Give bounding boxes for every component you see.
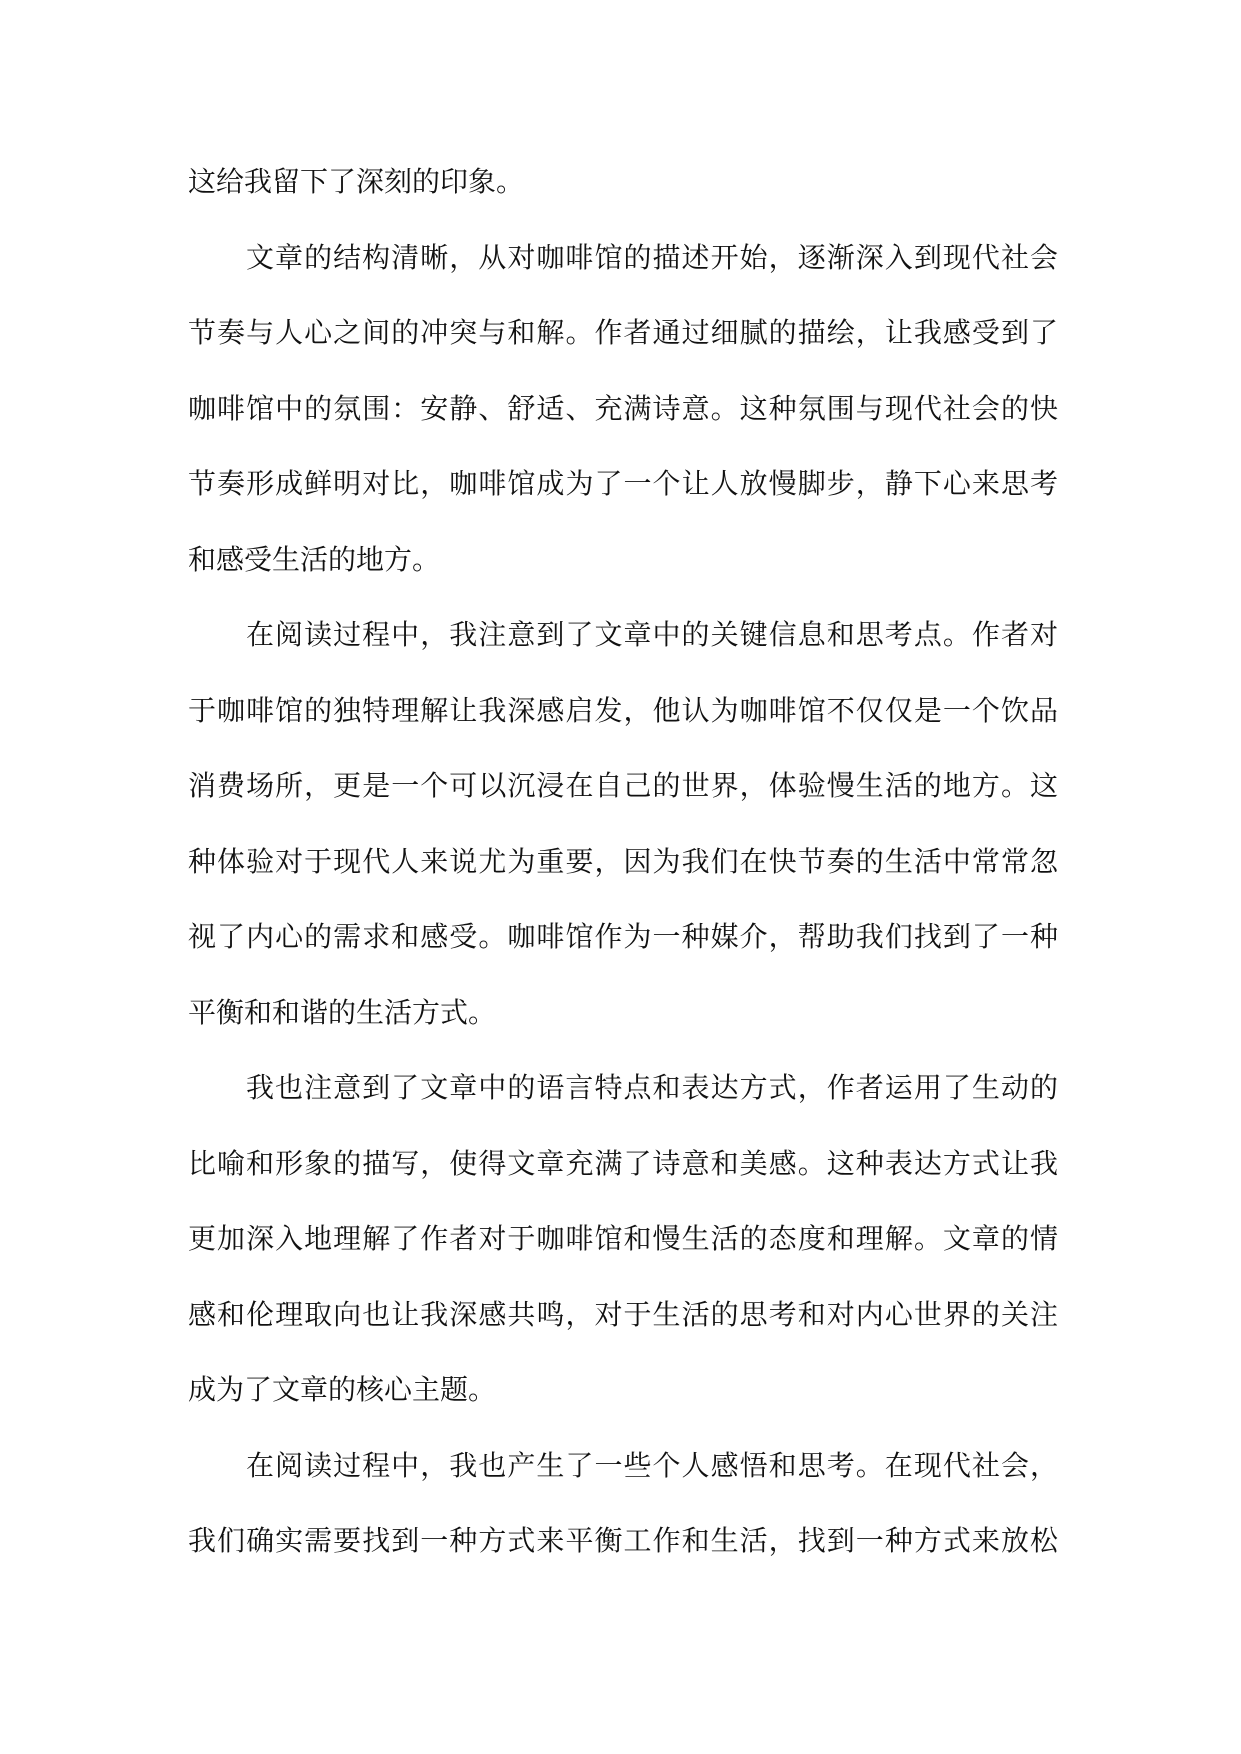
text-line: 节奏与人心之间的冲突与和解。作者通过细腻的描绘，让我感受到了 — [188, 316, 1058, 349]
text-line: 平衡和和谐的生活方式。 — [188, 995, 497, 1029]
text-line: 种体验对于现代人来说尤为重要，因为我们在快节奏的生活中常常忽 — [188, 844, 1058, 878]
text-line: 于咖啡馆的独特理解让我深感启发，他认为咖啡馆不仅仅是一个饮品 — [188, 693, 1058, 727]
text-line: 感和伦理取向也让我深感共鸣，对于生活的思考和对内心世界的关注 — [188, 1297, 1058, 1331]
text-line: 更加深入地理解了作者对于咖啡馆和慢生活的态度和理解。文章的情 — [188, 1222, 1058, 1255]
text-line: 节奏形成鲜明对比，咖啡馆成为了一个让人放慢脚步，静下心来思考 — [188, 467, 1058, 500]
text-line: 这给我留下了深刻的印象。 — [188, 165, 525, 198]
text-line: 在阅读过程中，我注意到了文章中的关键信息和思考点。作者对 — [246, 618, 1058, 651]
body-text — [188, 144, 1058, 1579]
text-line: 文章的结构清晰，从对咖啡馆的描述开始，逐渐深入到现代社会 — [246, 240, 1058, 274]
text-line: 我也注意到了文章中的语言特点和表达方式，作者运用了生动的 — [246, 1071, 1058, 1104]
text-line: 在阅读过程中，我也产生了一些个人感悟和思考。在现代社会， — [246, 1448, 1058, 1482]
text-line: 消费场所，更是一个可以沉浸在自己的世界，体验慢生活的地方。这 — [188, 769, 1058, 802]
text-line: 我们确实需要找到一种方式来平衡工作和生活，找到一种方式来放松 — [188, 1524, 1058, 1557]
text-line: 咖啡馆中的氛围：安静、舒适、充满诗意。这种氛围与现代社会的快 — [188, 391, 1058, 425]
text-line: 和感受生活的地方。 — [188, 542, 441, 576]
text-line: 比喻和形象的描写，使得文章充满了诗意和美感。这种表达方式让我 — [188, 1146, 1058, 1180]
text-line: 成为了文章的核心主题。 — [188, 1373, 497, 1406]
text-line: 视了内心的需求和感受。咖啡馆作为一种媒介，帮助我们找到了一种 — [188, 920, 1058, 953]
